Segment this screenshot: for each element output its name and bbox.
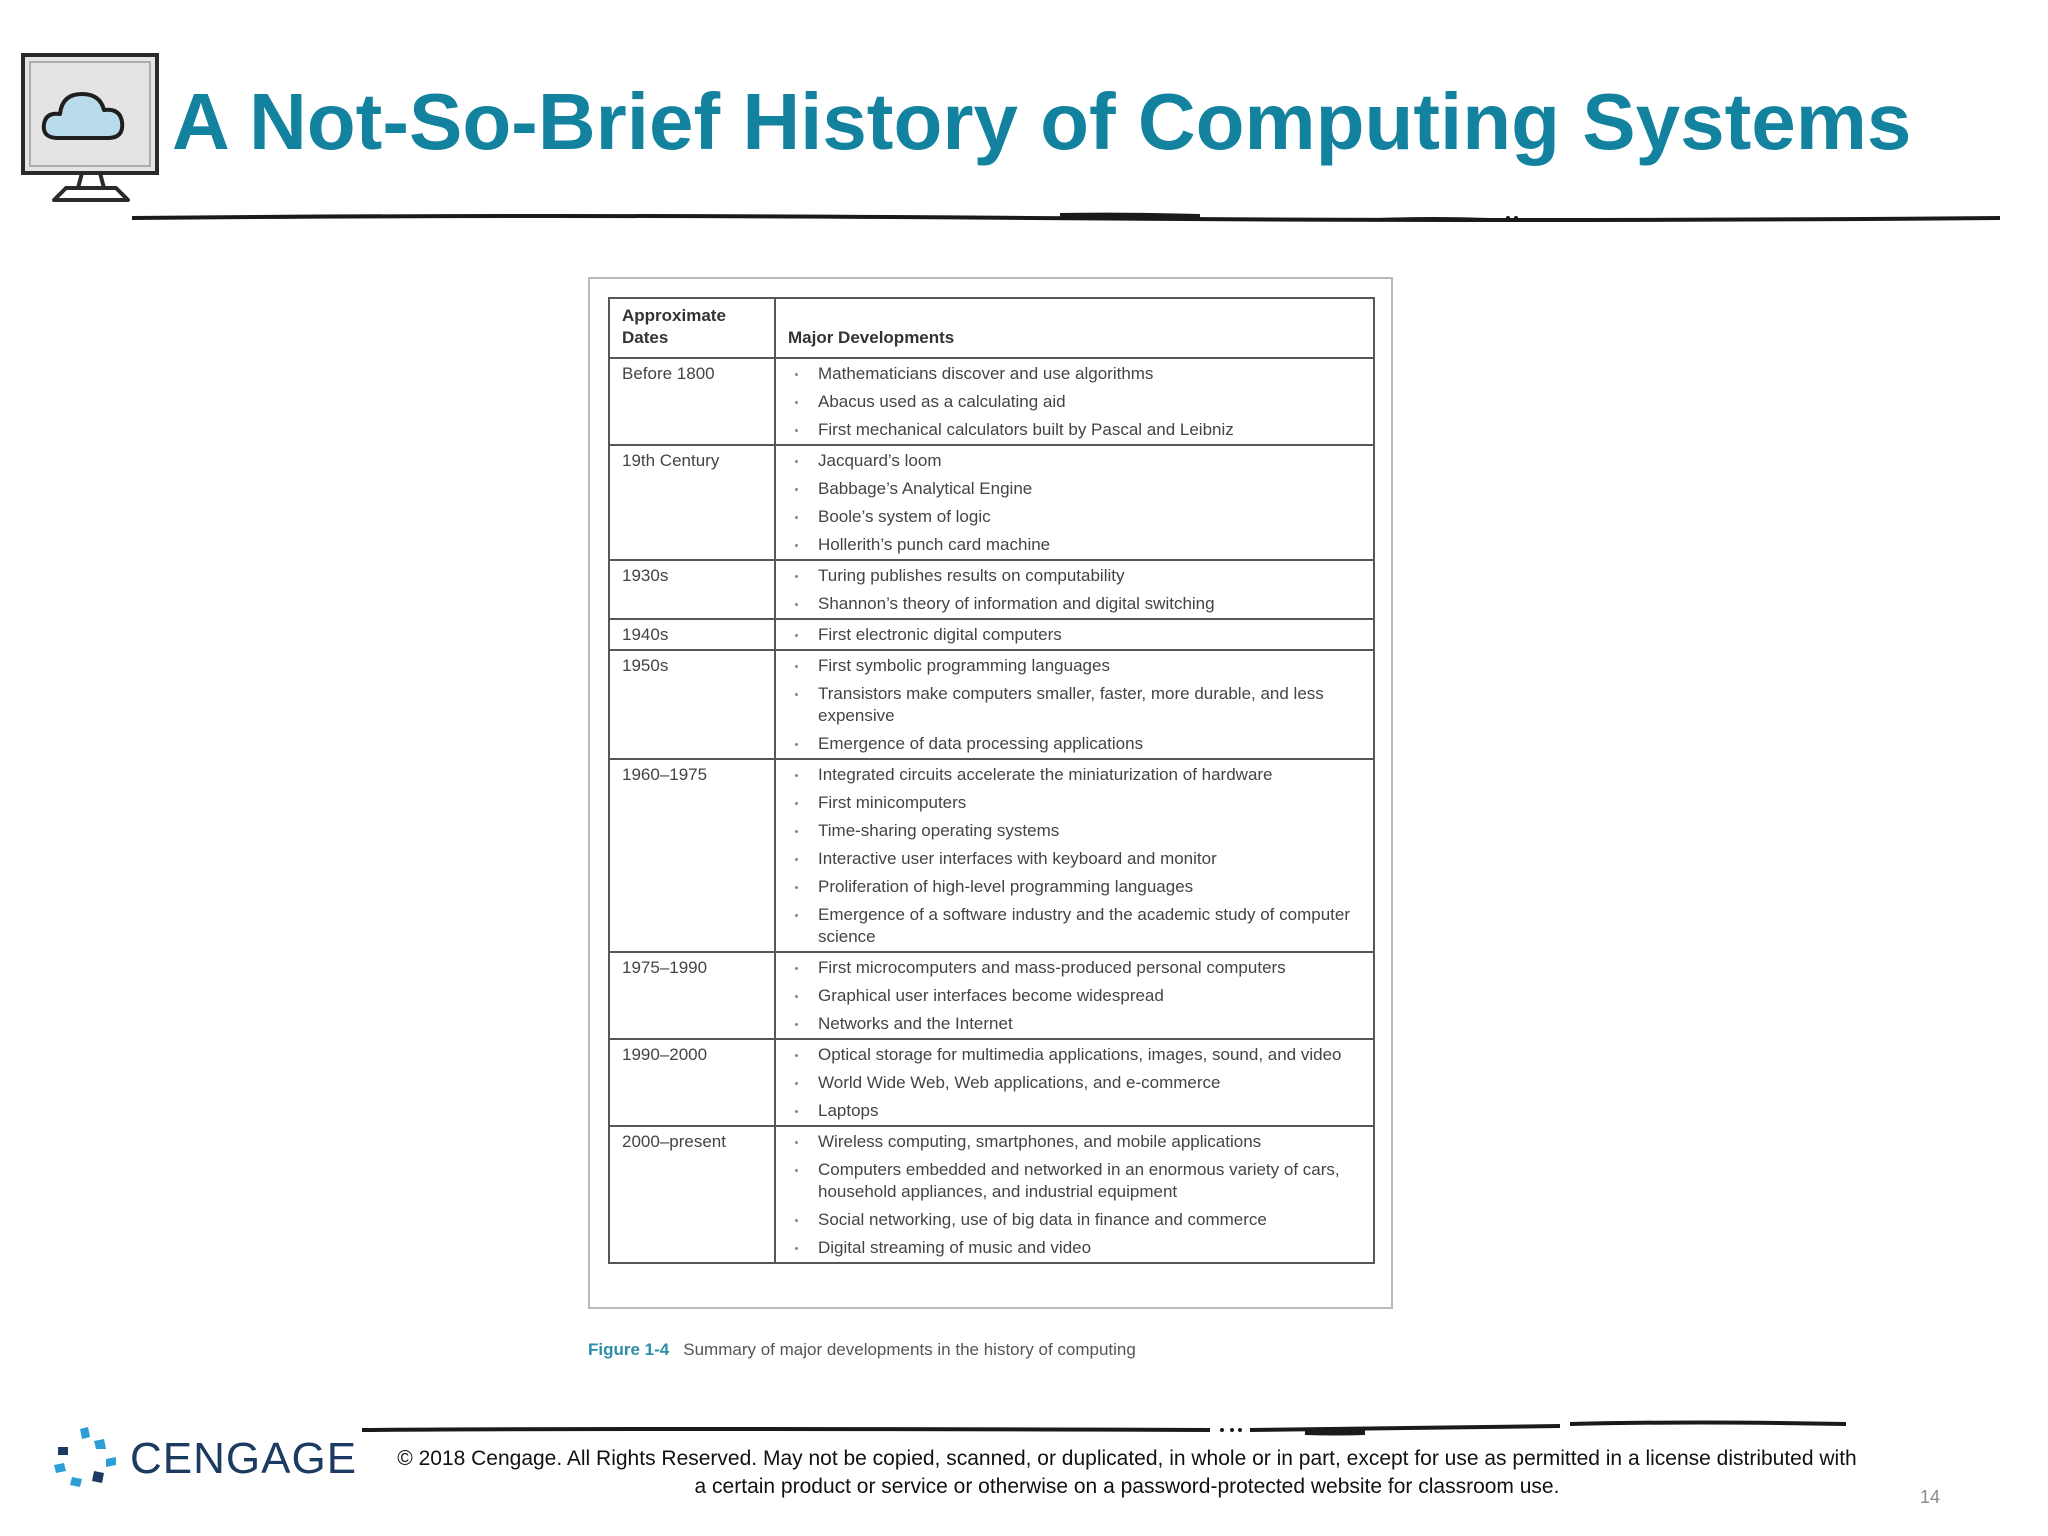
development-item: Babbage’s Analytical Engine <box>788 478 1363 500</box>
development-list <box>788 622 1363 646</box>
page-number: 14 <box>1920 1487 1941 1507</box>
row-date: 1930s <box>609 560 775 619</box>
table-row <box>609 358 1374 445</box>
row-developments <box>775 650 1374 759</box>
row-date: 1940s <box>609 619 775 650</box>
development-item: Mathematicians discover and use algorithms <box>788 363 1363 385</box>
footer-divider <box>360 1418 1850 1443</box>
development-item: Time-sharing operating systems <box>788 820 1363 842</box>
row-developments <box>775 445 1374 560</box>
development-item: Interactive user interfaces with keyboard and monitor <box>788 848 1363 870</box>
row-developments <box>775 952 1374 1039</box>
development-item: First electronic digital computers <box>788 624 1363 646</box>
development-item: Networks and the Internet <box>788 1013 1363 1035</box>
development-item: Transistors make computers smaller, faster, more durable, and less expensive <box>788 683 1363 727</box>
header-developments: Major Developments <box>775 298 1374 358</box>
cengage-logo-icon <box>52 1425 118 1493</box>
slide-title: A Not-So-Brief History of Computing Systems <box>172 77 1912 166</box>
table-row <box>609 650 1374 759</box>
cengage-logo-text: CENGAGE <box>130 1434 358 1483</box>
figure-frame <box>588 277 1393 1309</box>
development-item: Turing publishes results on computability <box>788 565 1363 587</box>
development-list <box>788 762 1363 948</box>
development-list <box>788 361 1363 441</box>
row-date: 1950s <box>609 650 775 759</box>
development-list <box>788 653 1363 755</box>
row-date: 1960–1975 <box>609 759 775 952</box>
developments-table <box>608 297 1375 1264</box>
development-item: Emergence of data processing applications <box>788 733 1363 755</box>
development-item: Computers embedded and networked in an enormous variety of cars, household appliances, and industrial equipment <box>788 1159 1363 1203</box>
row-date: 1975–1990 <box>609 952 775 1039</box>
copyright-notice: © 2018 Cengage. All Rights Reserved. May not be copied, scanned, or duplicated, in whole or in part, except for use as permitted in a license distributed with a certain product or service or otherwise on a password-protected website for classroom use. <box>397 1447 1857 1498</box>
development-item: Abacus used as a calculating aid <box>788 391 1363 413</box>
development-item: Proliferation of high-level programming languages <box>788 876 1363 898</box>
development-item: First mechanical calculators built by Pascal and Leibniz <box>788 419 1363 441</box>
table-row <box>609 619 1374 650</box>
development-item: World Wide Web, Web applications, and e-commerce <box>788 1072 1363 1094</box>
development-item: Hollerith’s punch card machine <box>788 534 1363 556</box>
row-developments <box>775 1126 1374 1263</box>
table-row <box>609 1039 1374 1126</box>
development-item: Jacquard’s loom <box>788 450 1363 472</box>
development-item: Shannon’s theory of information and digital switching <box>788 593 1363 615</box>
table-row <box>609 1126 1374 1263</box>
development-item: Laptops <box>788 1100 1363 1122</box>
row-date: 1990–2000 <box>609 1039 775 1126</box>
development-item: First microcomputers and mass-produced personal computers <box>788 957 1363 979</box>
cloud-computer-icon <box>20 52 162 204</box>
development-item: Digital streaming of music and video <box>788 1237 1363 1259</box>
row-date: 2000–present <box>609 1126 775 1263</box>
table-row <box>609 560 1374 619</box>
table-row <box>609 952 1374 1039</box>
development-item: Emergence of a software industry and the academic study of computer science <box>788 904 1363 948</box>
development-item: First symbolic programming languages <box>788 655 1363 677</box>
development-item: Integrated circuits accelerate the miniaturization of hardware <box>788 764 1363 786</box>
row-developments <box>775 358 1374 445</box>
figure-caption <box>588 1340 1136 1360</box>
development-item: Social networking, use of big data in finance and commerce <box>788 1209 1363 1231</box>
row-developments <box>775 619 1374 650</box>
development-item: Wireless computing, smartphones, and mobile applications <box>788 1131 1363 1153</box>
row-developments <box>775 560 1374 619</box>
development-list <box>788 448 1363 556</box>
development-item: Boole’s system of logic <box>788 506 1363 528</box>
figure-caption-text: Summary of major developments in the history of computing <box>683 1340 1136 1359</box>
development-list <box>788 955 1363 1035</box>
development-list <box>788 1042 1363 1122</box>
development-item: First minicomputers <box>788 792 1363 814</box>
cengage-logo <box>52 1425 358 1493</box>
row-date: Before 1800 <box>609 358 775 445</box>
figure-caption-label: Figure 1-4 <box>588 1340 670 1359</box>
header-dates-label: Approximate Dates <box>622 306 726 347</box>
row-developments <box>775 759 1374 952</box>
table-header-row <box>609 298 1374 358</box>
development-item: Graphical user interfaces become widespread <box>788 985 1363 1007</box>
development-item: Optical storage for multimedia applications, images, sound, and video <box>788 1044 1363 1066</box>
table-body <box>609 358 1374 1263</box>
row-date: 19th Century <box>609 445 775 560</box>
table-row <box>609 759 1374 952</box>
header-dates <box>609 298 775 358</box>
development-list <box>788 563 1363 615</box>
table-row <box>609 445 1374 560</box>
development-list <box>788 1129 1363 1259</box>
row-developments <box>775 1039 1374 1126</box>
title-divider <box>130 210 2000 231</box>
